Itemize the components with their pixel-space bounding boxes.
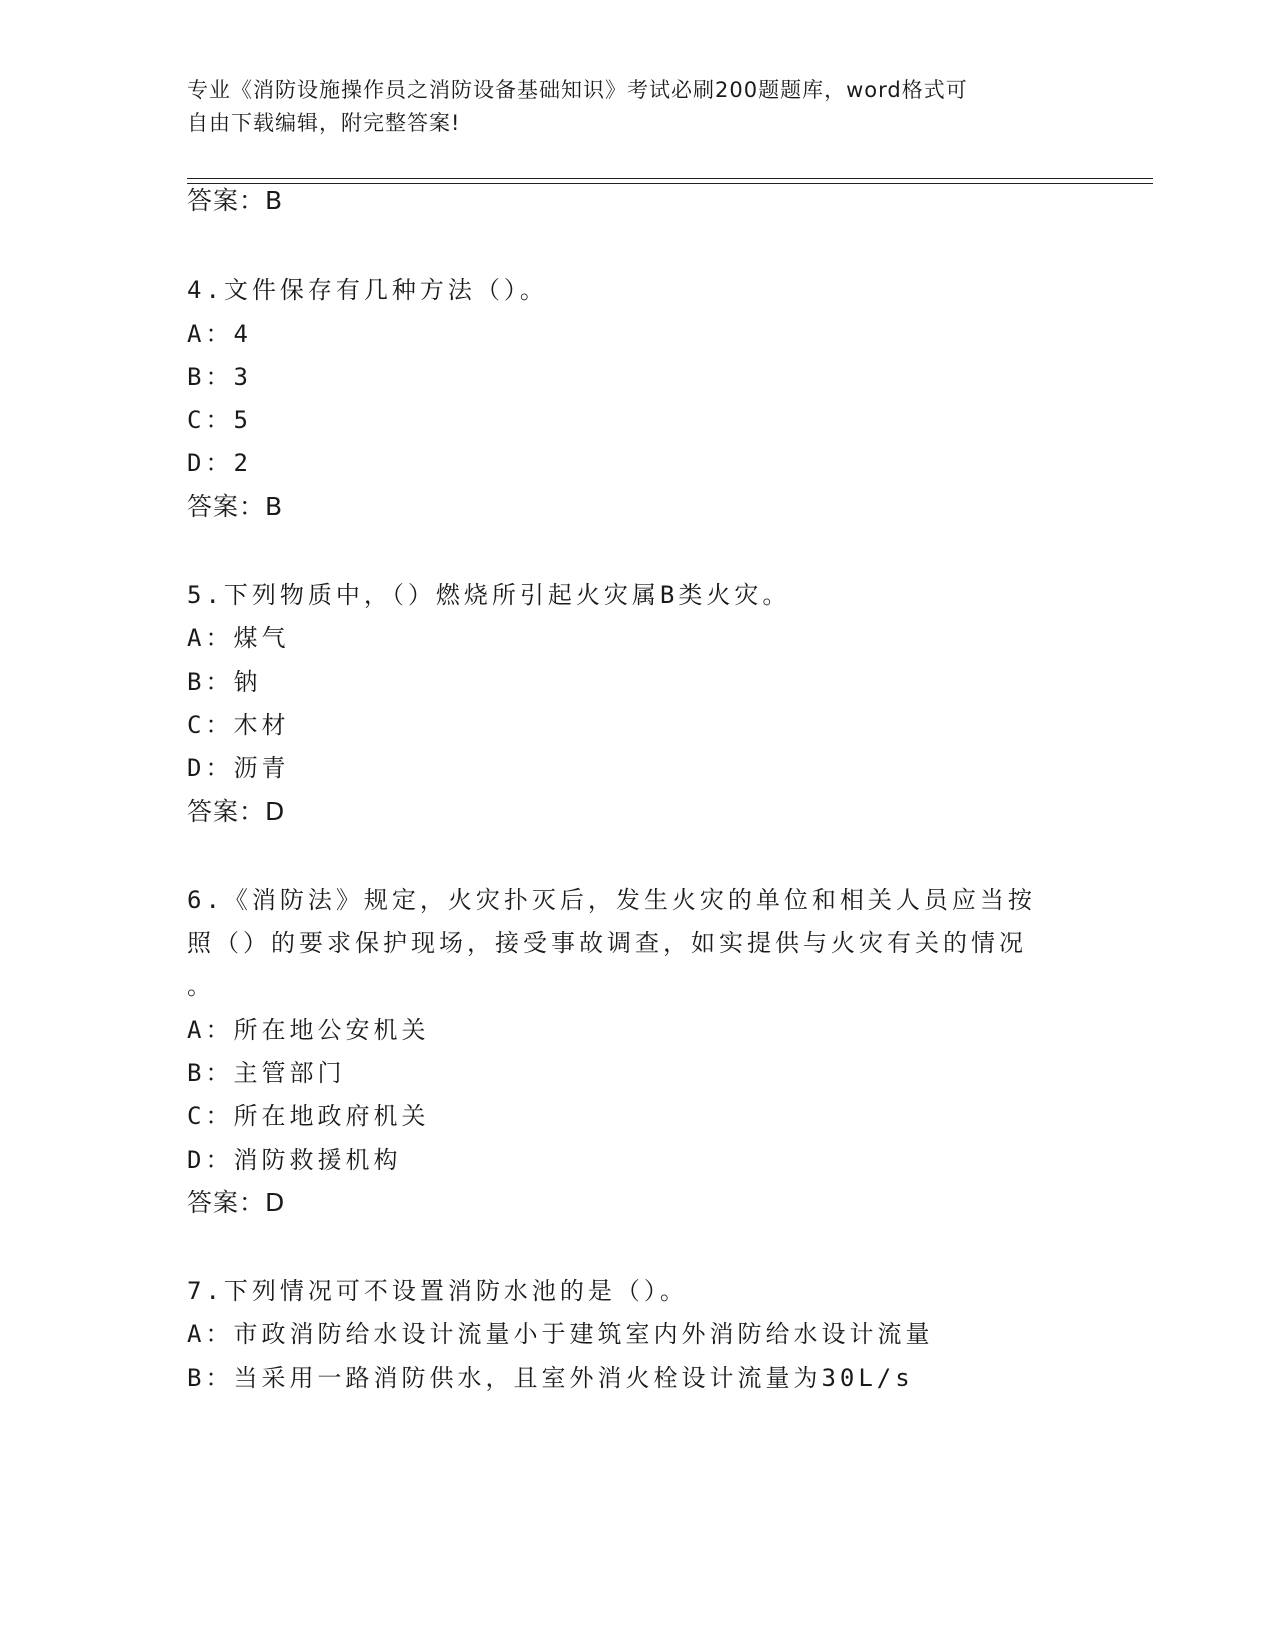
question-6-option-c: C：所在地政府机关 <box>187 1102 430 1130</box>
question-5-option-a: A：煤气 <box>187 624 290 652</box>
question-4-option-c: C：5 <box>187 406 252 434</box>
question-6-option-a: A：所在地公安机关 <box>187 1016 430 1044</box>
question-4-option-b: B：3 <box>187 363 252 391</box>
question-4-answer: 答案：B <box>187 492 284 521</box>
question-4: 4.文件保存有几种方法（）。 <box>187 276 548 304</box>
header-divider-top <box>187 178 1153 179</box>
question-5-option-c: C：木材 <box>187 711 290 739</box>
header-line-1: 专业《消防设施操作员之消防设备基础知识》考试必刷200题题库，word格式可 <box>187 78 968 102</box>
document-header <box>187 74 1087 140</box>
question-4-option-a: A：4 <box>187 320 252 348</box>
header-line-2: 自由下载编辑，附完整答案! <box>187 111 461 135</box>
question-4-option-d: D：2 <box>187 449 252 477</box>
question-7: 7.下列情况可不设置消防水池的是（）。 <box>187 1277 688 1305</box>
question-6-option-d: D：消防救援机构 <box>187 1146 402 1174</box>
question-6-answer: 答案：D <box>187 1188 286 1217</box>
question-5: 5.下列物质中，（）燃烧所引起火灾属B类火灾。 <box>187 581 791 609</box>
header-divider-bottom <box>187 183 1153 184</box>
question-6-line-1: 6.《消防法》规定，火灾扑灭后，发生火灾的单位和相关人员应当按 <box>187 886 1036 914</box>
answer-previous: 答案：B <box>187 186 284 215</box>
question-7-option-b: B：当采用一路消防供水，且室外消火栓设计流量为30L/s <box>187 1364 914 1392</box>
question-5-answer: 答案：D <box>187 797 286 826</box>
question-6-option-b: B：主管部门 <box>187 1059 346 1087</box>
question-6-line-3: 。 <box>187 972 215 1000</box>
question-5-option-d: D：沥青 <box>187 754 290 782</box>
question-7-option-a: A：市政消防给水设计流量小于建筑室内外消防给水设计流量 <box>187 1320 934 1348</box>
question-6-line-2: 照（）的要求保护现场，接受事故调查，如实提供与火灾有关的情况 <box>187 929 1027 957</box>
question-5-option-b: B：钠 <box>187 668 262 696</box>
